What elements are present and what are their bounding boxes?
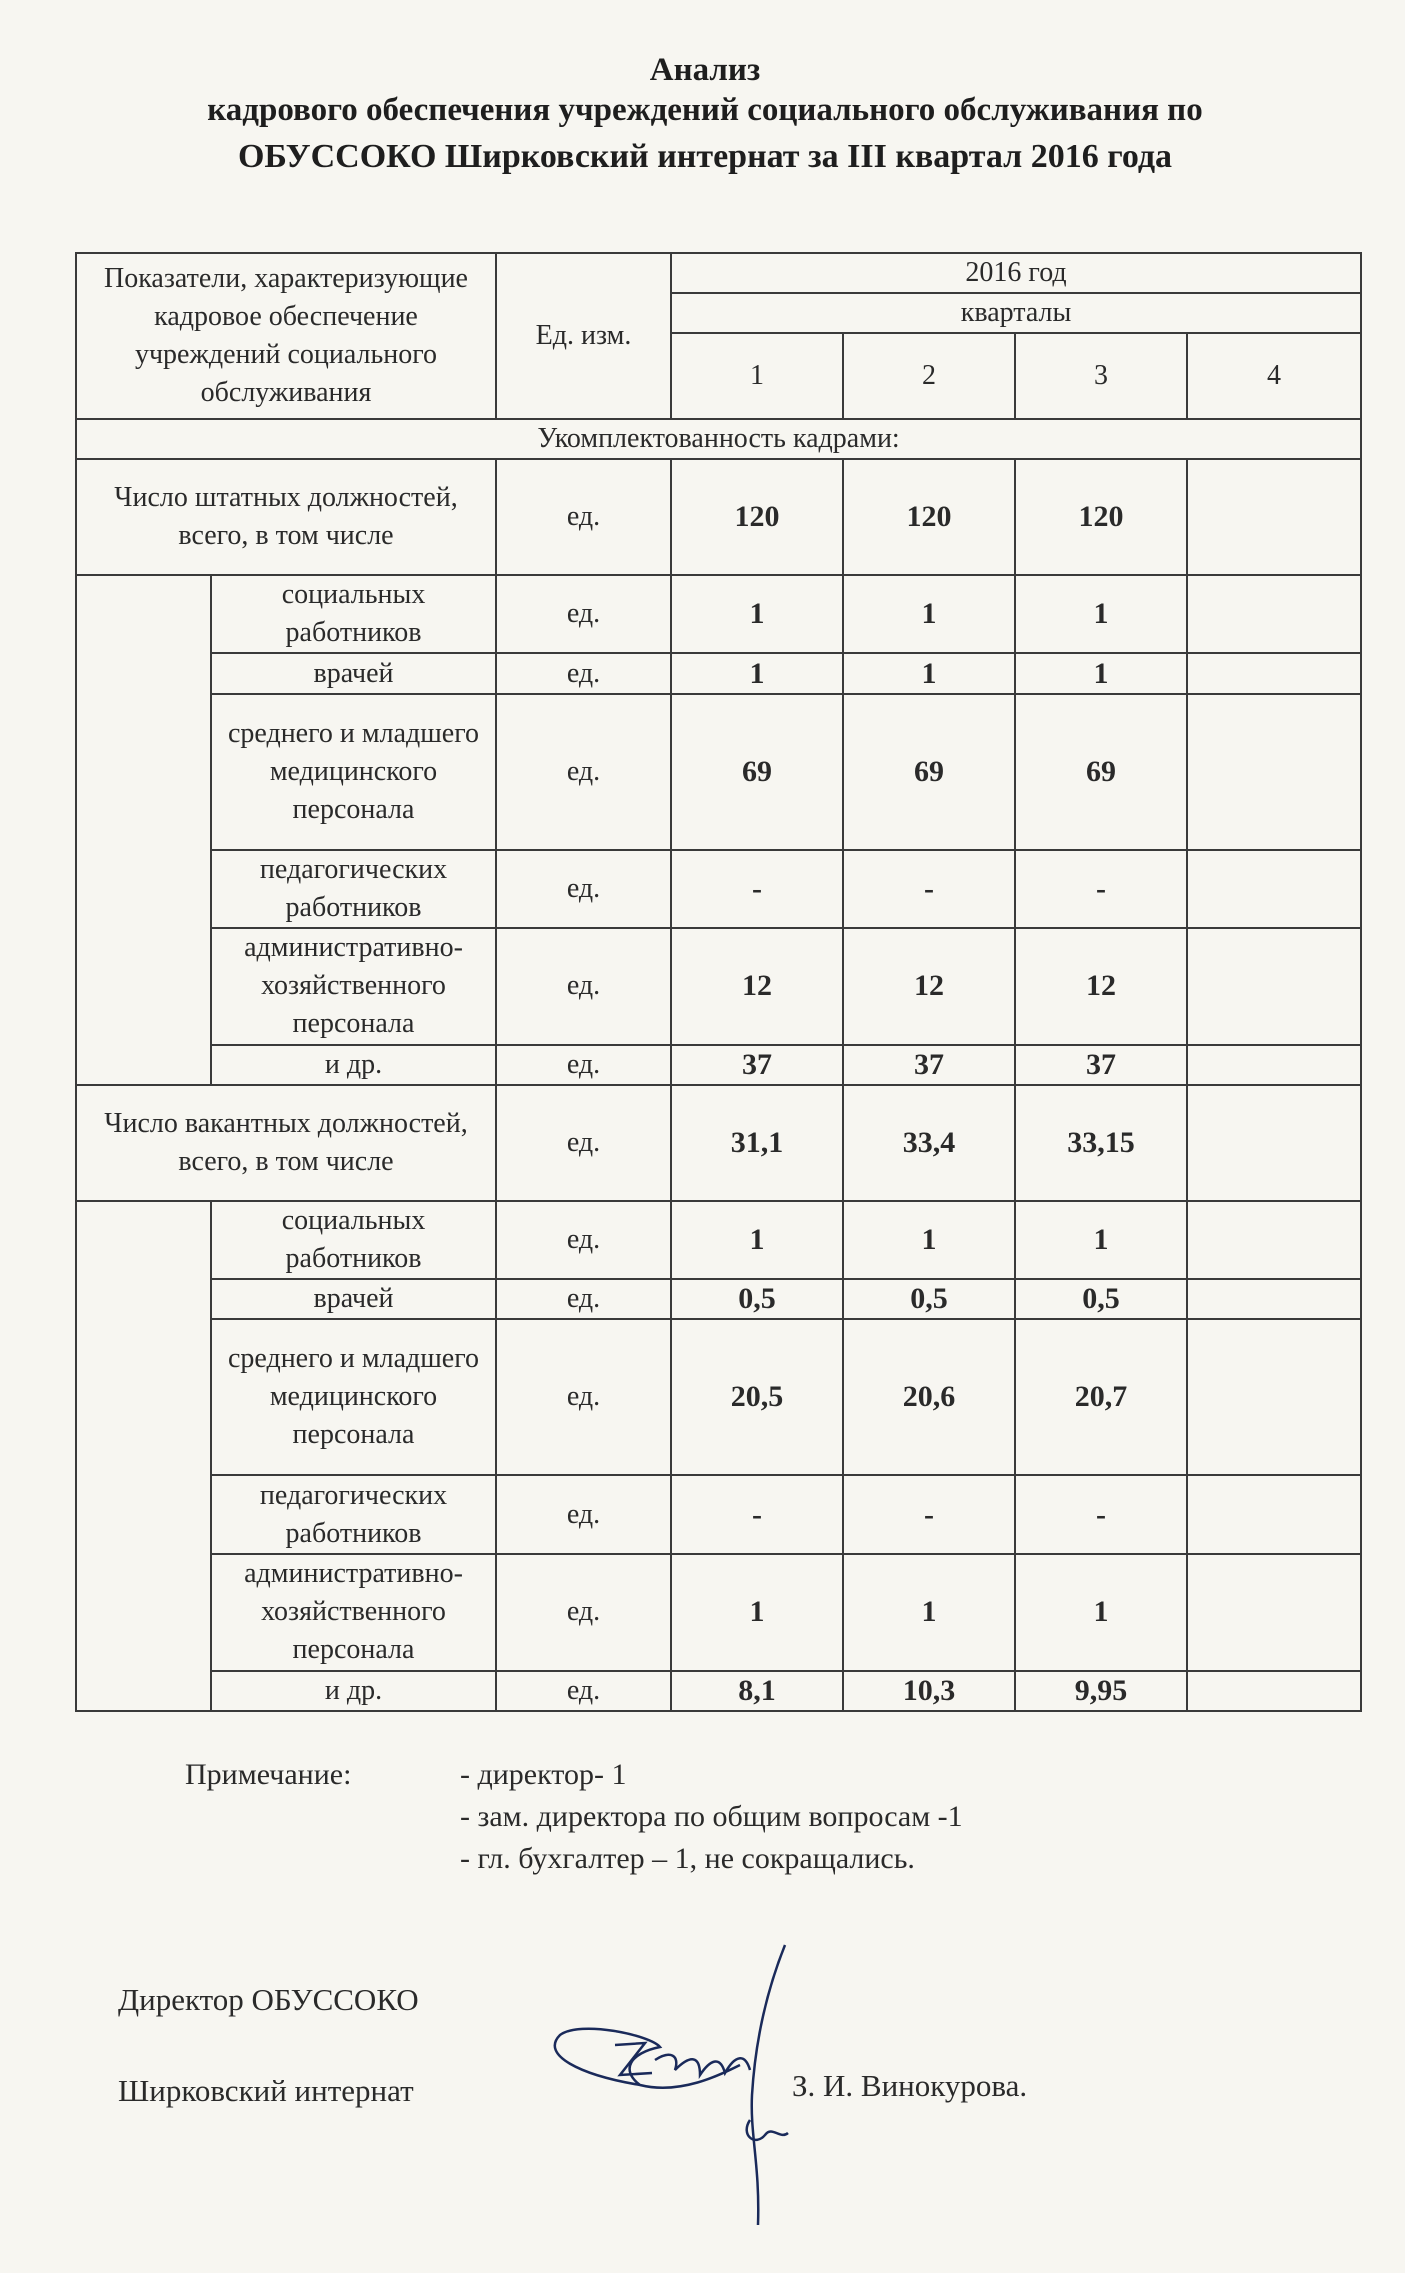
document-subtitle: кадрового обеспечения учреждений социального обслуживания по — [207, 92, 1203, 128]
row-label: врачей — [211, 1279, 496, 1319]
row-value-q2: 33,4 — [843, 1085, 1015, 1201]
row-value-q2: 1 — [843, 1201, 1015, 1279]
row-value-q3: 37 — [1015, 1045, 1187, 1085]
row-label: педагогических работников — [211, 850, 496, 928]
note-label: Примечание: — [185, 1758, 352, 1791]
table-row — [76, 1279, 1361, 1319]
row-value-q3: 33,15 — [1015, 1085, 1187, 1201]
row-value-q4 — [1187, 1085, 1361, 1201]
row-value-q3: - — [1015, 850, 1187, 928]
header-quarter-2: 2 — [843, 333, 1015, 419]
table-row — [76, 850, 1361, 928]
row-value-q4 — [1187, 575, 1361, 653]
row-value-q1: 12 — [671, 928, 843, 1045]
row-value-q2: 1 — [843, 1554, 1015, 1671]
row-unit: ед. — [496, 694, 671, 850]
row-value-q4 — [1187, 928, 1361, 1045]
note-item: - зам. директора по общим вопросам -1 — [460, 1800, 963, 1833]
row-label: и др. — [211, 1671, 496, 1711]
table-row — [76, 653, 1361, 693]
header-quarter-4: 4 — [1187, 333, 1361, 419]
table-row — [76, 1045, 1361, 1085]
table-row — [76, 694, 1361, 850]
row-value-q4 — [1187, 1045, 1361, 1085]
row-label: врачей — [211, 653, 496, 693]
row-value-q4 — [1187, 653, 1361, 693]
row-unit: ед. — [496, 575, 671, 653]
row-value-q4 — [1187, 1201, 1361, 1279]
row-value-q4 — [1187, 1319, 1361, 1475]
signature-name: З. И. Винокурова. — [792, 2068, 1028, 2103]
row-unit: ед. — [496, 1554, 671, 1671]
row-value-q3: 120 — [1015, 459, 1187, 575]
row-value-q4 — [1187, 1554, 1361, 1671]
row-label: среднего и младшего медицинского персонала — [211, 1319, 496, 1475]
row-label: Число вакантных должностей, всего, в том числе — [76, 1085, 496, 1201]
note-item: - гл. бухгалтер – 1, не сокращались. — [460, 1842, 915, 1875]
header-quarters: кварталы — [671, 293, 1361, 333]
row-label: социальных работников — [211, 1201, 496, 1279]
header-indicator: Показатели, характеризующие кадровое обеспечение учреждений социального обслуживания — [76, 253, 496, 419]
row-value-q1: 1 — [671, 653, 843, 693]
row-value-q4 — [1187, 694, 1361, 850]
row-label: и др. — [211, 1045, 496, 1085]
header-year: 2016 год — [671, 253, 1361, 293]
row-value-q2: - — [843, 850, 1015, 928]
handwritten-signature — [540, 1935, 840, 2235]
row-value-q1: - — [671, 1475, 843, 1553]
row-value-q1: 1 — [671, 575, 843, 653]
document-subtitle-line2: ОБУССОКО Ширковский интернат за III квартал 2016 года — [237, 138, 1173, 175]
row-unit: ед. — [496, 1475, 671, 1553]
row-value-q1: 1 — [671, 1554, 843, 1671]
header-quarter-1: 1 — [671, 333, 843, 419]
row-label: социальных работников — [211, 575, 496, 653]
row-unit: ед. — [496, 928, 671, 1045]
row-unit: ед. — [496, 1279, 671, 1319]
indent-cell — [76, 1201, 211, 1711]
signature-title: Директор ОБУССОКО — [118, 1982, 419, 2017]
row-value-q1: 0,5 — [671, 1279, 843, 1319]
row-value-q2: 12 — [843, 928, 1015, 1045]
row-unit: ед. — [496, 1045, 671, 1085]
header-unit: Ед. изм. — [496, 253, 671, 419]
row-value-q2: 20,6 — [843, 1319, 1015, 1475]
row-value-q2: 1 — [843, 653, 1015, 693]
row-value-q2: 37 — [843, 1045, 1015, 1085]
row-label: среднего и младшего медицинского персонала — [211, 694, 496, 850]
row-value-q2: 120 — [843, 459, 1015, 575]
row-value-q4 — [1187, 1671, 1361, 1711]
staffing-table — [75, 252, 1362, 1712]
row-value-q1: 69 — [671, 694, 843, 850]
row-value-q4 — [1187, 850, 1361, 928]
row-unit: ед. — [496, 1085, 671, 1201]
row-unit: ед. — [496, 1671, 671, 1711]
row-value-q3: 69 — [1015, 694, 1187, 850]
row-value-q3: 1 — [1015, 1201, 1187, 1279]
row-value-q1: 37 — [671, 1045, 843, 1085]
row-value-q2: 1 — [843, 575, 1015, 653]
indent-cell — [76, 575, 211, 1085]
row-value-q3: 20,7 — [1015, 1319, 1187, 1475]
row-value-q1: 20,5 — [671, 1319, 843, 1475]
row-value-q4 — [1187, 1279, 1361, 1319]
row-unit: ед. — [496, 1201, 671, 1279]
row-value-q1: 8,1 — [671, 1671, 843, 1711]
row-value-q3: 1 — [1015, 1554, 1187, 1671]
row-value-q3: 9,95 — [1015, 1671, 1187, 1711]
row-unit: ед. — [496, 1319, 671, 1475]
table-row — [76, 575, 1361, 653]
row-unit: ед. — [496, 653, 671, 693]
table-row — [76, 1554, 1361, 1671]
row-value-q3: 1 — [1015, 653, 1187, 693]
header-quarter-3: 3 — [1015, 333, 1187, 419]
row-value-q3: 1 — [1015, 575, 1187, 653]
table-row — [76, 1201, 1361, 1279]
row-value-q1: 120 — [671, 459, 843, 575]
row-value-q3: 12 — [1015, 928, 1187, 1045]
section-title: Укомплектованность кадрами: — [76, 419, 1361, 459]
signature-org: Ширковский интернат — [118, 2073, 414, 2108]
row-value-q1: 1 — [671, 1201, 843, 1279]
table-row — [76, 1671, 1361, 1711]
row-value-q2: 69 — [843, 694, 1015, 850]
row-label: административно-хозяйственного персонала — [211, 928, 496, 1045]
row-value-q4 — [1187, 459, 1361, 575]
row-unit: ед. — [496, 850, 671, 928]
row-label: Число штатных должностей, всего, в том числе — [76, 459, 496, 575]
row-label: административно-хозяйственного персонала — [211, 1554, 496, 1671]
table-row — [76, 1475, 1361, 1553]
row-unit: ед. — [496, 459, 671, 575]
row-label: педагогических работников — [211, 1475, 496, 1553]
row-value-q3: 0,5 — [1015, 1279, 1187, 1319]
row-value-q2: - — [843, 1475, 1015, 1553]
note-item: - директор- 1 — [460, 1758, 627, 1791]
row-value-q1: 31,1 — [671, 1085, 843, 1201]
row-value-q4 — [1187, 1475, 1361, 1553]
row-value-q3: - — [1015, 1475, 1187, 1553]
table-row — [76, 1085, 1361, 1201]
row-value-q2: 0,5 — [843, 1279, 1015, 1319]
table-row — [76, 1319, 1361, 1475]
document-title: Анализ — [649, 52, 761, 88]
table-row — [76, 459, 1361, 575]
row-value-q1: - — [671, 850, 843, 928]
row-value-q2: 10,3 — [843, 1671, 1015, 1711]
table-row — [76, 928, 1361, 1045]
